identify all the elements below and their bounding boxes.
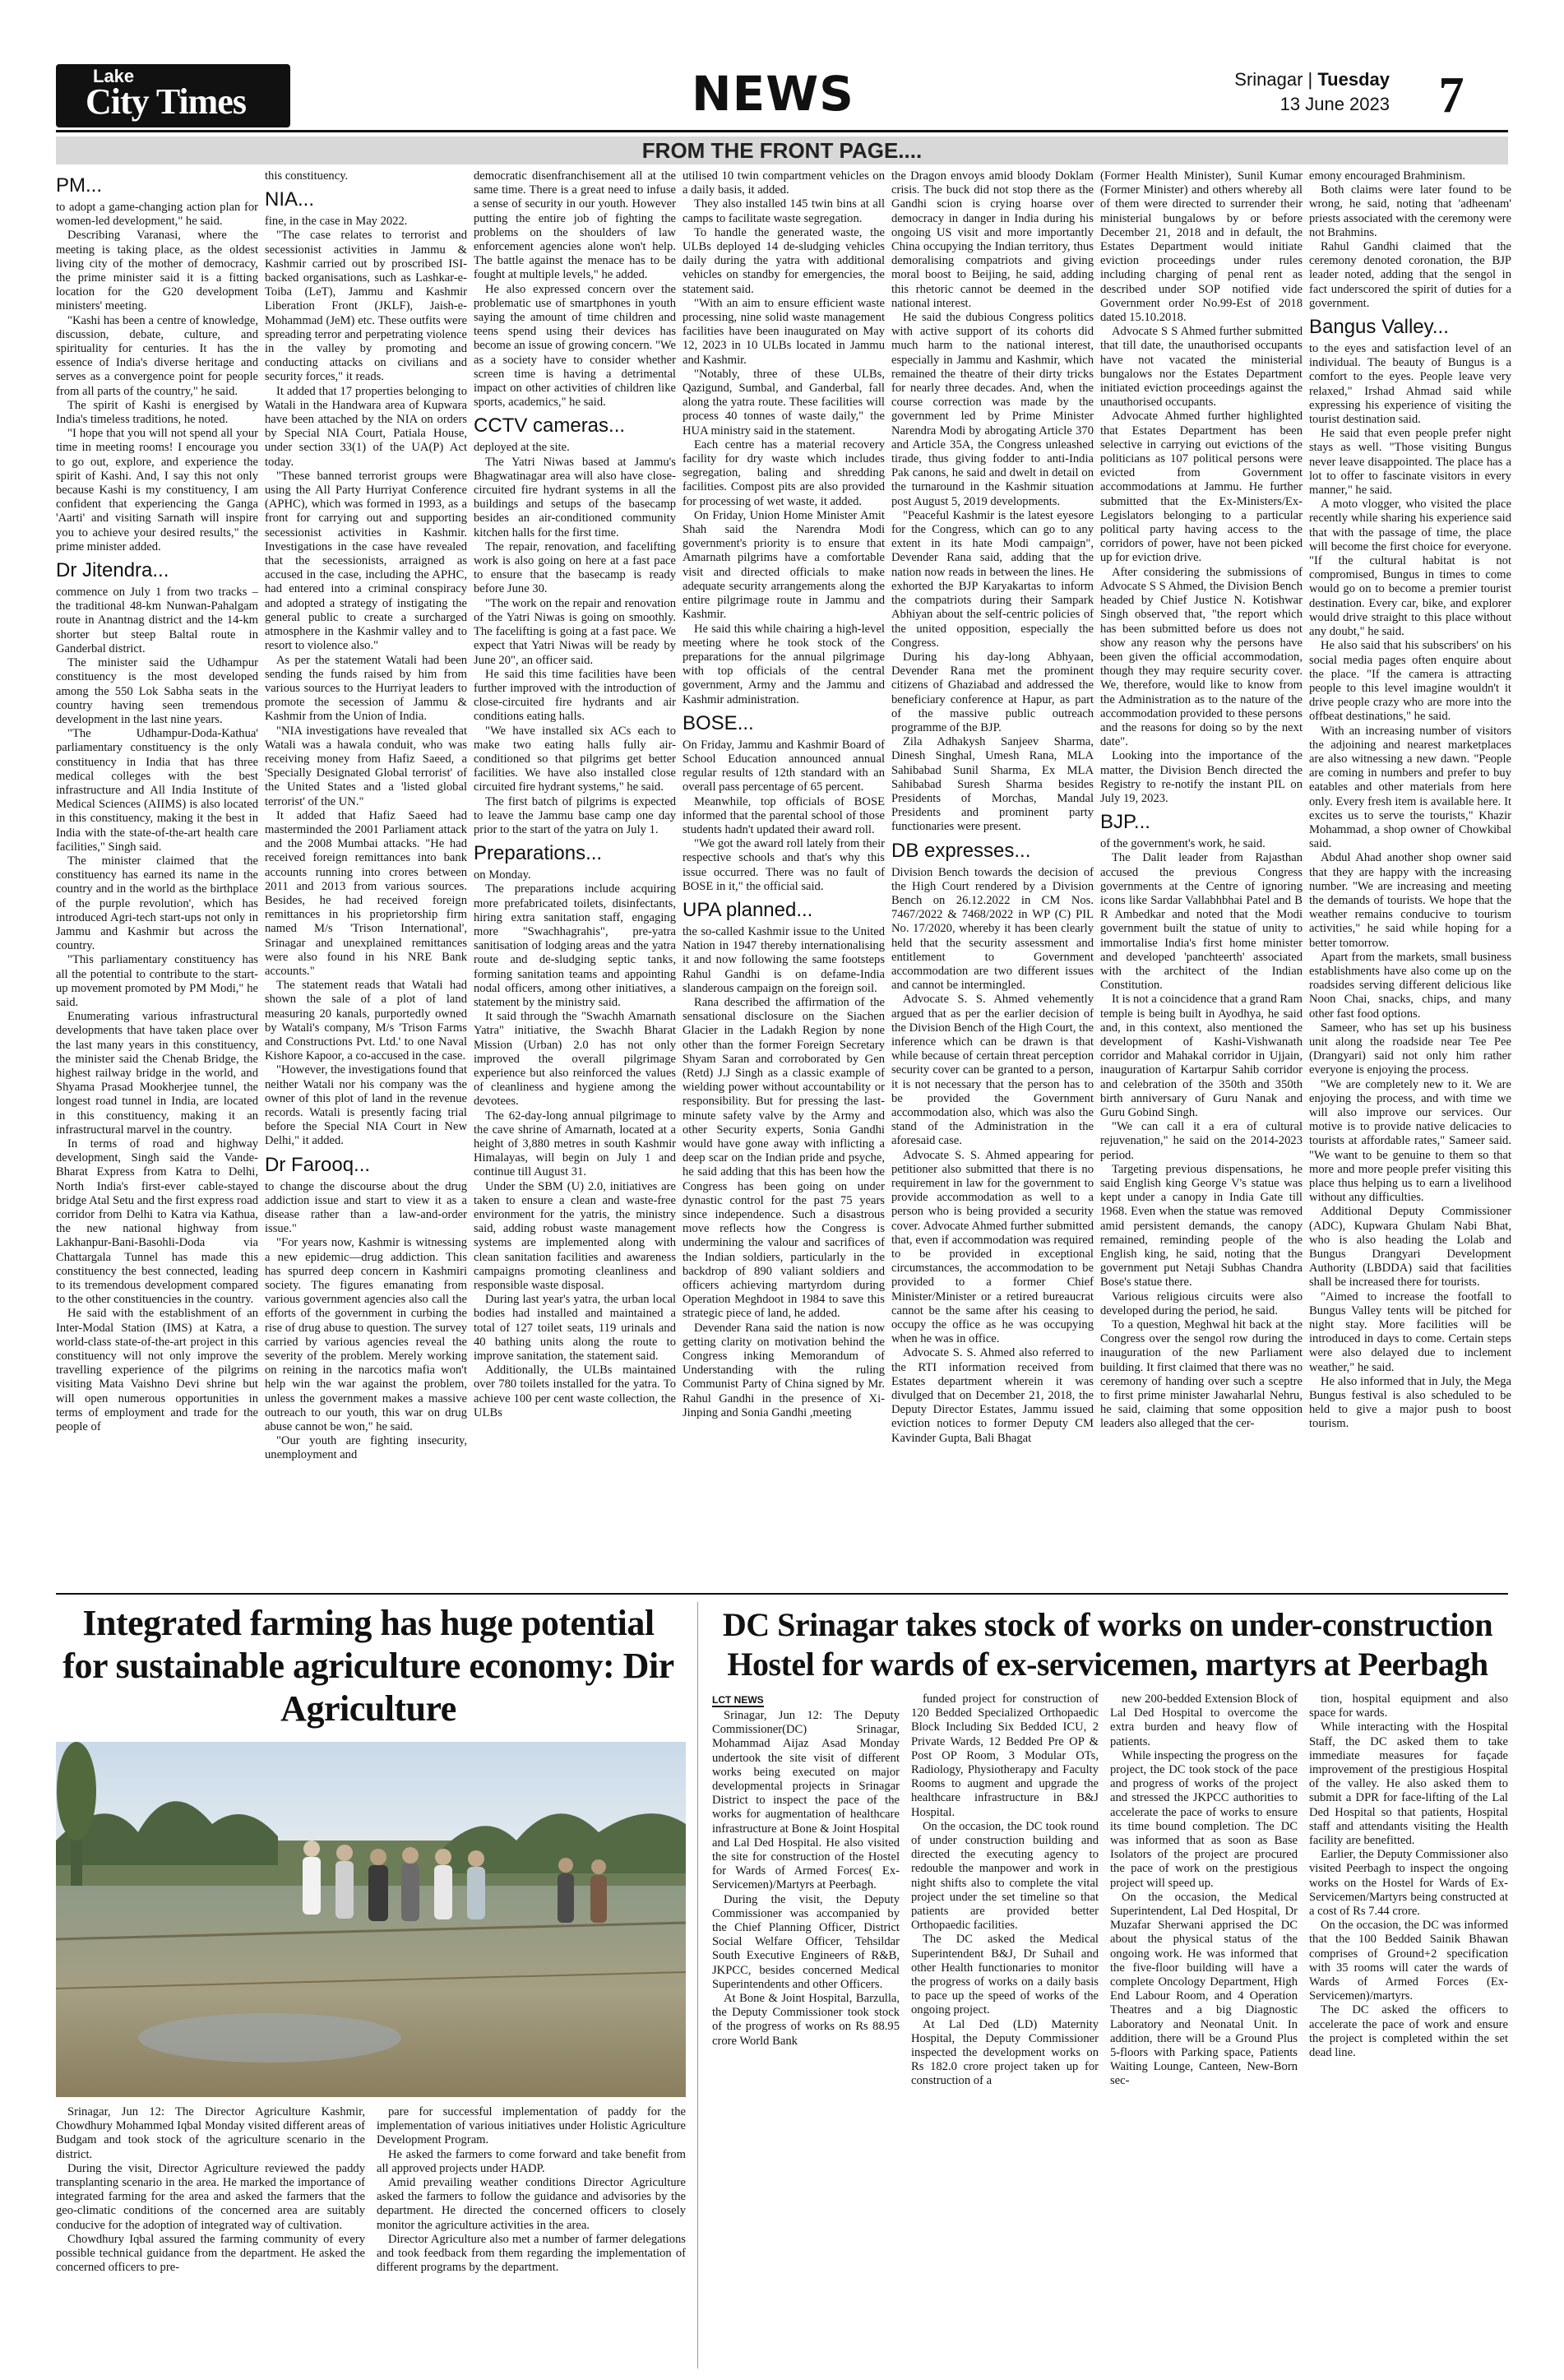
article-paragraph: utilised 10 twin compartment vehicles on a daily basis, it added. (683, 169, 885, 197)
article-heading: UPA planned... (683, 898, 813, 921)
article-paragraph: He said with the establishment of an Inter-Modal Station (IMS) at Katra, a world-class state-of-the-art project in this constituency will not only improve the travelling experience of the pilgrims visiting Mata Vaishno Devi shrine but will open numerous opportunities in terms of employment and trade for the people of (56, 1307, 258, 1434)
article-paragraph: On Friday, Jammu and Kashmir Board of School Education announced annual regular results of 12th standard with an overall pass percentage of 65 percent. (683, 738, 885, 794)
logo-main-text: City Times (86, 81, 246, 122)
lct-news-label: LCT NEWS (712, 1694, 764, 1706)
article-paragraph: The statement reads that Watali had shown the sale of a plot of land measuring 20 kanals, purportedly owned by Watali's company, M/s 'Trison Farms and Constructions Pvt. Ltd.' to one Naval Kishore Kapoor, a co-accused in the case. (265, 979, 467, 1063)
article-paragraph: Advocate S S Ahmed further submitted that till date, the unauthorised occupants have not vacated the ministerial bungalows nor the Estates Department initiated eviction proceedings against the unauthorised occupants. (1100, 325, 1303, 410)
bottom-column-divider (697, 1602, 698, 2368)
article-paragraph: "I hope that you will not spend all your time in meeting rooms! I encourage you to go out, explore, and experience the spirit of Kashi. And, I say this not only because Kashi is my constituency, I am confident that experiencing the Ganga 'Aarti' and visiting Sarnath will inspire you to achieve your desired results," the prime minister added. (56, 427, 258, 553)
article-heading: PM... (56, 174, 103, 197)
article-paragraph: Devender Rana said the nation is now getting clarity on motivation behind the Congress inking Memorandum of Understanding with the ruling Communist Party of China signed by Mr. Rahul Gandhi in the presence of Xi-Jinping and Sonia Gandhi ,meeting (683, 1321, 885, 1419)
story-paragraph: The DC asked the officers to accelerate the pace of work and ensure the project is completed within the set dead line. (1309, 2003, 1508, 2060)
article-paragraph: The first batch of pilgrims is expected to leave the Jammu base camp one day prior to the start of the yatra on July 1. (474, 794, 676, 836)
article-paragraph: The Dalit leader from Rajasthan accused the previous Congress governments at the Centre of ignoring icons like Sardar Vallabhbhai Patel and B R Ambedkar and noted that the Modi government built the statue of unity to immortalise India's first home minister and developed 'panchteerth' associated with the architect of the Indian Constitution. (1100, 851, 1303, 993)
article-paragraph: Advocate Ahmed further highlighted that Estates Department has been selective in carrying out evictions of the politicians as 107 political persons were evicted from Government accommodations at Jammu. He further submitted that the Ex-Ministers/Ex-Legislators belonging to a particular political party having access to the corridors of power, have not been picked up for eviction drive. (1100, 410, 1303, 565)
article-paragraph: Additional Deputy Commissioner (ADC), Kupwara Ghulam Nabi Bhat, who is also heading the Lolab and Bungus Drangyari Development Authority (LBDDA) said that facilities shall be increased there for tourists. (1309, 1205, 1511, 1290)
article-paragraph: During his day-long Abhyaan, Devender Rana met the prominent citizens of Ghaziabad and addressed the beneficiary conference at Hapur, as part of the massive public outreach programme of the BJP. (891, 650, 1094, 734)
article-paragraph: Looking into the importance of the matter, the Division Bench directed the Registry to re-notify the instant PIL on July 19, 2023. (1100, 749, 1303, 805)
story-paragraph: funded project for construction of 120 Bedded Specialized Orthopaedic Block Including Six Bedded ICU, 2 Private Wards, 12 Bedded Pre OP & Post OP Room, 3 Modular OTs, Radiology, Physiotherapy and Faculty Rooms to augment and upgrade the healthcare infrastructure in B&J Hospital. (911, 1692, 1099, 1819)
section-title: NEWS (692, 66, 854, 122)
article-paragraph: In terms of road and highway development, Singh said the Vande-Bharat Express from Katra to Delhi, North India's first-ever cable-stayed bridge Atal Setu and the first express road corridor from Delhi to Katra via Kathua, the new national highway from Lakhanpur-Bani-Basohli-Doda via Chattargala Tunnel has made this constituency the best connected, leading to its tremendous development compared to the other constituencies in the country. (56, 1137, 258, 1307)
article-paragraph: Advocate S. S. Ahmed also referred to the RTI information received from Estates department wherein it was divulged that on December 21, 2018, the Deputy Director Estates, Jammu issued eviction notices to former Deputy CM Kavinder Gupta, Bali Bhagat (891, 1346, 1094, 1445)
article-heading: DB expresses... (891, 839, 1031, 862)
story-paragraph: Earlier, the Deputy Commissioner also visited Peerbagh to inspect the ongoing works on the Hostel for Wards of Ex-Servicemen/Martyrs being constructed at a cost of Rs 7.44 crore. (1309, 1848, 1508, 1919)
left-story-column-2 (377, 2105, 686, 2368)
article-paragraph: The spirit of Kashi is energised by India's timeless traditions, he noted. (56, 398, 258, 427)
dateline-day: Tuesday (1317, 69, 1390, 90)
story-paragraph: On the occasion, the DC took round of under construction building and directed the executing agency to redouble the manpower and work in night shifts also to complete the vital project under the set timeline so that patients are provided better Orthopaedic facilities. (911, 1819, 1099, 1933)
article-column-5 (891, 169, 1094, 1588)
article-paragraph: Both claims were later found to be wrong, he said, noting that 'adheenam' priests associated with the ceremony were not Brahmins. (1309, 183, 1511, 239)
newspaper-logo (56, 64, 290, 127)
article-paragraph: "Peaceful Kashmir is the latest eyesore for the Congress, which can go to any extent in its hate Modi campaign", Devender Rana said, adding that the nation now reads in between the lines. He exhorted the BJP Karyakartas to inform the compatriots during their Sampark Abhiyan about the self-centric policies of the united opposition, especially the Congress. (891, 508, 1094, 650)
story-paragraph: Srinagar, Jun 12: The Deputy Commissioner(DC) Srinagar, Mohammad Aijaz Asad Monday undertook the site visit of different works being executed on major developmental projects in Srinagar District to inspect the pace of the works for augmentation of healthcare infrastructure at Bone & Joint Hospital and Lal Ded Hospital. He also visited the site for construction of the Hostel for Wards of Armed Forces( Ex-Servicemen)/Martyrs at Peerbagh. (712, 1709, 900, 1892)
article-paragraph: "The case relates to terrorist and secessionist activities in Jammu & Kashmir carried out by proscribed ISI-backed organisations, such as Lashkar-e-Toiba (LeT), Jammu and Kashmir Liberation Front (JKLF), Jaish-e-Mohammad (JeM) etc. These outfits were spreading terror and perpetrating violence in the valley by promoting and conducting attacks on civilians and security forces," it reads. (265, 229, 467, 384)
article-paragraph: Rahul Gandhi claimed that the ceremony denoted coronation, the BJP leader noted, adding that the sengol in fact underscored the spirit of duties for a government. (1309, 240, 1511, 310)
article-paragraph: this constituency. (265, 169, 349, 183)
article-paragraph: With an increasing number of visitors the adjoining and nearest marketplaces are also witnessing a new dawn. "People are coming in numbers and prefer to buy eatables and other materials from here only. Every fresh item is available here. It excites us to serve the tourists," Khazir Mohammad, a shop owner of Chowkibal said. (1309, 724, 1511, 851)
article-paragraph: Advocate S. S. Ahmed appearing for petitioner also submitted that there is no requirement in law for the government to provide accommodation as well to a person who is being provided a security cover. Advocate Ahmed further submitted that, even if accommodation was required to be provided in exceptional circumstances, the accommodation to be provided to a former Chief Minister/Minister or a retired bureaucrat cannot be the same after his ceasing to occupy the office as he was occupying when he was in office. (891, 1148, 1094, 1346)
article-paragraph: "Kashi has been a centre of knowledge, discussion, debate, culture, and spirituality for centuries. It has the essence of India's diverse heritage and serves as a convergence point for people from all parts of the country," he said. (56, 313, 258, 398)
article-paragraph: Enumerating various infrastructural developments that have taken place over the last many years in this constituency, the minister said the Chenab Bridge, the highest railway bridge in the world, and Shyama Prasad Mookherjee tunnel, the longest road tunnel in India, are located in this constituency, making it an infrastructural marvel in the country. (56, 1010, 258, 1137)
article-column-7 (1309, 169, 1511, 1588)
article-paragraph: Abdul Ahad another shop owner said that they are happy with the increasing number. "We are increasing and meeting the demands of tourists. We hope that the weather remains conducive to tourism activities," he said while hoping for a better tomorrow. (1309, 851, 1511, 950)
story-paragraph: On the occasion, the Medical Superintendent, Lal Ded Hospital, Dr Muzafar Sherwani apprised the DC about the physical status of the ongoing work. He was informed that the five-floor building will have a complete Oncology Department, High End Labour Room, and 4 Operation Theatres and a big Diagnostic Laboratory and Neonatal Unit. In addition, there will be a Ground Plus 5-floors with Parking space, Patients Waiting Lounge, Canteen, New-Born sec- (1110, 1890, 1298, 2088)
right-story-column-3 (1110, 1692, 1298, 2371)
article-paragraph: As per the statement Watali had been sending the funds raised by him from various sources to the Hurriyat leaders to promote the secession of Jammu & Kashmir from the Union of India. (265, 653, 467, 724)
article-paragraph: Various religious circuits were also developed during the period, he said. (1100, 1290, 1303, 1317)
article-paragraph: The Yatri Niwas based at Jammu's Bhagwatinagar area will also have close-circuited fire hydrant systems in all the buildings and setups of the basecamp besides an air-conditioned community kitchen halls for the first time. (474, 455, 676, 539)
story-paragraph: While inspecting the progress on the project, the DC took stock of the pace and progress of works of the project and stressed the JKPCC authorities to accelerate the pace of works to ensure its time bound completion. The DC was informed that as soon as Base Isolators of the project are procured the pace of work on the prestigious project will speed up. (1110, 1748, 1298, 1890)
article-paragraph: Meanwhile, top officials of BOSE informed that the parental school of those students hadn't updated their award roll. (683, 794, 885, 836)
article-paragraph: "We are completely new to it. We are enjoying the process, and with time we will also improve our services. Our motive is to provide native delicacies to tourists at affordable rates," Sameer said. "We want to be genuine to them so that more and more people prefer visiting this place thus helping us to earn a livelihood without any difficulties. (1309, 1077, 1511, 1205)
story-paragraph: new 200-bedded Extension Block of Lal Ded Hospital to overcome the extra burden and heavy flow of patients. (1110, 1692, 1298, 1748)
article-paragraph: The 62-day-long annual pilgrimage to the cave shrine of Amarnath, located at a height of 3,880 metres in south Kashmir Himalayas, will begin on July 1 and continue till August 31. (474, 1109, 676, 1179)
story-paragraph: During the visit, Director Agriculture reviewed the paddy transplanting scenario in the area. He marked the importance of integrated farming for the area and asked the farmers that the geo-climatic conditions of the concerned area are suitably conducive for the adoption of integrated way of cultivation. (56, 2161, 365, 2232)
article-paragraph: Under the SBM (U) 2.0, initiatives are taken to ensure a clean and waste-free environment for the yatris, the ministry said, adding robust waste management systems are implemented along with clean sanitation facilities and awareness campaigns promoting cleanliness and responsible waste disposal. (474, 1179, 676, 1293)
right-story-column-1 (712, 1709, 900, 2371)
article-paragraph: To handle the generated waste, the ULBs deployed 14 de-sludging vehicles daily during the yatra with additional vehicles on standby for emergencies, the statement said. (683, 225, 885, 296)
story-paragraph: Srinagar, Jun 12: The Director Agriculture Kashmir, Chowdhury Mohammed Iqbal Monday visited different areas of Budgam and took stock of the agriculture scenario in the district. (56, 2105, 365, 2161)
left-story-headline: Integrated farming has huge potential for sustainable agriculture economy: Dir Agriculture (62, 1603, 674, 1729)
article-paragraph: He said this while chairing a high-level meeting where he took stock of the preparations for the annual pilgrimage with top officials of the central government, Army and the Jammu and Kashmir administration. (683, 622, 885, 706)
article-paragraph: "Aimed to increase the footfall to Bungus Valley tents will be pitched for night stay. More facilities will be introduced in days to come. Certain steps were also delayed due to inclement weather," he said. (1309, 1290, 1511, 1374)
story-paragraph: At Lal Ded (LD) Maternity Hospital, the Deputy Commissioner inspected the development works on Rs 182.0 crore project taken up for construction of a (911, 2017, 1099, 2088)
article-paragraph: "This parliamentary constituency has all the potential to contribute to the start-up movement promoted by PM Modi," he said. (56, 953, 258, 1009)
article-paragraph: Describing Varanasi, where the meeting is taking place, as the oldest living city of the mother of democracy, the prime minister said it is a fitting location for the G20 development ministers' meeting. (56, 229, 258, 313)
story-paragraph: The DC asked the Medical Superintendent B&J, Dr Suhail and other Health functionaries to monitor the progress of works on a daily basis to pace up the speed of works of the ongoing project. (911, 1933, 1099, 2017)
article-column-2 (265, 169, 467, 1588)
article-paragraph: fine, in the case in May 2022. (265, 215, 408, 229)
story-paragraph: tion, hospital equipment and also space for wards. (1309, 1692, 1508, 1720)
article-paragraph: to adopt a game-changing action plan for women-led development," he said. (56, 201, 258, 229)
article-heading: Dr Jitendra... (56, 559, 169, 582)
article-paragraph: of the government's work, he said. (1100, 837, 1266, 851)
article-paragraph: The repair, renovation, and facelifting work is also going on here at a fast pace to ensure that the basecamp is ready before June 30. (474, 539, 676, 596)
front-page-banner: FROM THE FRONT PAGE.... (56, 137, 1508, 164)
article-paragraph: "With an aim to ensure efficient waste processing, nine solid waste management facilities have been inaugurated on May 12, 2023 in 10 ULBs located in Jammu and Kashmir. (683, 296, 885, 367)
article-paragraph: to change the discourse about the drug addiction issue and start to view it as a disease rather than a law-and-order issue." (265, 1179, 467, 1236)
article-paragraph: During last year's yatra, the urban local bodies had installed and maintained a total of 127 toilet seats, 119 urinals and 40 bathing units along the route to improve sanitation, the statement said. (474, 1293, 676, 1364)
article-heading: Preparations... (474, 842, 603, 865)
page-number: 7 (1438, 67, 1465, 123)
dateline-city: Srinagar | (1234, 69, 1313, 90)
article-paragraph: "NIA investigations have revealed that Watali was a hawala conduit, who was receiving money from Hafiz Saeed, a 'Specially Designated Global terrorist' of the United States and a 'listed global terrorist' of the UN." (265, 724, 467, 808)
lct-news-tag (712, 1692, 764, 1711)
article-paragraph: It is not a coincidence that a grand Ram temple is being built in Ayodhya, he said and, in this context, also mentioned the development of Kashi-Vishwanath corridor and Mahakal corridor in Ujjain, inauguration of Kartarpur Sahib corridor and celebration of the 350th and 350th birth anniversary of Guru Nanak and Guru Gobind Singh. (1100, 993, 1303, 1119)
article-paragraph: He also said that his subscribers' on his social media pages often enquire about the place. "If the camera is attracting people to this level imagine wouldn't it drive people crazy who are more into the offbeat destinations," he said. (1309, 639, 1511, 724)
article-paragraph: "Our youth are fighting insecurity, unemployment and (265, 1434, 467, 1462)
article-paragraph: "We got the award roll lately from their respective schools and that's why this issue occurred. There was no fault of BOSE in it," the official said. (683, 837, 885, 893)
article-paragraph: He said the dubious Congress politics with active support of its cohorts did much harm to the national interest, especially in Jammu and Kashmir, which remained the theatre of their dirty tricks for nearly three decades. And, when the course correction was made by the government led by Prime Minister Narendra Modi by abrogating Article 370 and Article 35A, the Congress unleashed tirade, thus giving fodder to anti-India Pak canons, he said and dwelt in detail on the turnaround in the Kashmir situation post August 5, 2019 developments. (891, 311, 1094, 508)
article-paragraph: He also expressed concern over the problematic use of smartphones in youth saying the amount of time children and teens spend using their devices has become an issue of growing concern. "We as a society have to consider whether screen time is having a detrimental impact on other activities of children like sports, academics," he said. (474, 282, 676, 410)
article-paragraph: He said this time facilities have been further improved with the introduction of close-circuited fire hydrants and air conditions eating halls. (474, 667, 676, 724)
article-column-4 (683, 169, 885, 1588)
story-paragraph: During the visit, the Deputy Commissioner was accompanied by the Chief Planning Officer, District Social Welfare Officer, Tehsildar South Executive Engineers of R&B, JKPCC, besides concerned Medical Superintendents and other Officers. (712, 1892, 900, 1991)
farm-field-photo-illustration (56, 1742, 686, 2097)
article-paragraph: "These banned terrorist groups were using the All Party Hurriyat Conference (APHC), which was formed in 1993, as a front for carrying out and supporting secessionist activities in Kashmir. Investigations in the case have revealed that the secessionists, arraigned as accused in the case, including the APHC, had entered into a criminal conspiracy and adopted a strategy of instigating the general public to create a surcharged atmosphere in the Kashmir valley and to resort to violence also." (265, 469, 467, 653)
article-paragraph: "For years now, Kashmir is witnessing a new epidemic—drug addiction. This has spurred deep concern in Kashmiri society. The figures emanating from various government agencies also call the efforts of the government in curbing the rise of drug abuse to question. The survey carried by various agencies reveal the severity of the problem. Merely working on reining in the narcotics mafia won't help win the war against the problem, unless the government makes a massive outreach to our youth, this war on drug abuse cannot be won," he said. (265, 1236, 467, 1434)
article-paragraph: "The work on the repair and renovation of the Yatri Niwas is going on smoothly. The facelifting is going at a fast pace. We expect that Yatri Niwas will be ready by June 20", an officer said. (474, 596, 676, 667)
article-paragraph: Additionally, the ULBs maintained over 780 toilets installed for the yatra. To achieve 100 per cent waste collection, the ULBs (474, 1364, 676, 1419)
article-paragraph: The minister said the Udhampur constituency is the most developed among the 550 Lok Sabha seats in the country having seen tremendous development in the last nine years. (56, 656, 258, 726)
article-paragraph: To a question, Meghwal hit back at the Congress over the sengol row during the inauguration of the new Parliament building. It first claimed that there was no ceremony of handing over such a sceptre to first prime minister Jawaharlal Nehru, he said, claiming that some opposition leaders also alleged that the cer- (1100, 1318, 1303, 1431)
article-paragraph: commence on July 1 from two tracks – the traditional 48-km Nunwan-Pahalgam route in Anantnag district and the 14-km shorter but steep Baltal route in Ganderbal district. (56, 586, 258, 655)
right-story-headline: DC Srinagar takes stock of works on under-construction Hostel for wards of ex-servicemen, martyrs at Peerbagh (722, 1606, 1493, 1683)
article-paragraph: Advocate S. S. Ahmed vehemently argued that as per the earlier decision of the Division Bench of the High Court, the inference which can be drawn is that while because of certain threat perception security cover can be granted to a person, it is not necessary that the person has to be provided the Government accommodation also, which was also the stand of the Administration in the aforesaid case. (891, 993, 1094, 1148)
masthead-rule (56, 130, 1508, 132)
article-column-3 (474, 169, 676, 1588)
article-paragraph: The minister claimed that the constituency has earned its name in the country and in the world as the birthplace of the purple revolution', which has introduced Agri-tech start-ups not only in Jammu and Kashmir but across the country. (56, 854, 258, 953)
article-paragraph: (Former Health Minister), Sunil Kumar (Former Minister) and others whereby all of them were directed to surrender their ministerial bungalows by or before December 21, 2018 and in default, the Estates Department would initiate eviction proceedings under rules including charging of penal rent as described under SOP notified vide Government order No.99-Est of 2018 dated 15.10.2018. (1100, 169, 1303, 325)
article-heading: Bangus Valley... (1309, 316, 1449, 339)
article-paragraph: Targeting previous dispensations, he said English king George V's statue was kept under a canopy in India Gate till 1968. Even when the statue was removed amid persistent demands, the canopy remained, reminding people of the English king, he said, noting that the government put Netaji Subhas Chandra Bose's statue there. (1100, 1162, 1303, 1290)
left-story-column-1 (56, 2105, 365, 2368)
logo-small-text: Lake (93, 66, 135, 86)
article-paragraph: to the eyes and satisfaction level of an individual. The beauty of Bungus is a comfort to the eyes. People leave very relaxed," Irshad Ahmad said while expressing his experience of visiting the tourist destination said. (1309, 342, 1511, 427)
article-heading: BJP... (1100, 811, 1150, 834)
article-column-6 (1100, 169, 1303, 1588)
article-paragraph: They also installed 145 twin bins at all camps to facilitate waste segregation. (683, 197, 885, 225)
article-paragraph: Sameer, who has set up his business unit along the roadside near Tee Pee (Drangyari) said not only him rather everyone is enjoying the process. (1309, 1021, 1511, 1077)
article-paragraph: A moto vlogger, who visited the place recently while sharing his experience said that with the passage of time, the place will become the first choice for everyone. "If the cultural habitat is not compromised, Bungus in times to come would go on to become a premier tourist destination. Every car, bike, and explorer would drive straight to this place without any doubt," he said. (1309, 498, 1511, 639)
article-paragraph: Division Bench towards the decision of the High Court rendered by a Division Bench on 26.12.2022 in CM Nos. 7467/2022 & 7468/2022 in WP (C) PIL No. 17/2020, whereby it has been clearly held that the security assessment and entitlement to Government accommodation are two different issues and cannot be intermingled. (891, 865, 1094, 993)
article-paragraph: It said through the "Swachh Amarnath Yatra" initiative, the Swachh Bharat Mission (Urban) 2.0 has not only improved the overall pilgrimage experience but also reinforced the values of cleanliness and hygiene among the devotees. (474, 1010, 676, 1109)
right-story-column-4 (1309, 1692, 1508, 2371)
story-paragraph: Chowdhury Iqbal assured the farming community of every possible technical guidance from the department. He asked the concerned officers to pre- (56, 2232, 365, 2275)
bottom-section-rule (56, 1593, 1508, 1595)
article-paragraph: emony encouraged Brahminism. (1309, 169, 1466, 183)
article-column-1 (56, 169, 258, 1588)
article-paragraph: "However, the investigations found that neither Watali nor his company was the owner of this plot of land in the revenue records. Watali is presently facing trial before the Special NIA Court in New Delhi," it added. (265, 1063, 467, 1148)
dateline-date: 13 June 2023 (1279, 94, 1390, 114)
article-paragraph: After considering the submissions of Advocate S S Ahmed, the Division Bench headed by Chief Justice N. Kotishwar Singh observed that, "the report which has been submitted before us does not show any reason why the persons have been given the official accommodation, though they may require security cover. We, therefore, would like to know from the Administration as to the nature of the accommodation provided to these persons and the reasons for doing so by the next date". (1100, 565, 1303, 749)
article-paragraph: "We have installed six ACs each to make two eating halls fully air-conditioned so that pilgrims get better facilities. We have also installed close circuited fire hydrant systems," he said. (474, 724, 676, 794)
article-paragraph: It added that 17 properties belonging to Watali in the Handwara area of Kupwara have been attached by the NIA on orders by Special NIA Court, Patiala House, under section 33(1) of the UA(P) Act today. (265, 384, 467, 469)
article-paragraph: He said that even people prefer night stays as well. "Those visiting Bungus never leave disappointed. The place has a lot to offer to fascinate visitors in every manner," he said. (1309, 427, 1511, 498)
article-paragraph: The preparations include acquiring more prefabricated toilets, disinfectants, hiring extra sanitation staff, engaging more "Swachhagrahis", pre-yatra sanitisation of lodging areas and the yatra route and de-sludging septic tanks, forming sanitation teams and appointing nodal officers, among other initiatives, a statement by the ministry said. (474, 882, 676, 1009)
article-paragraph: the so-called Kashmir issue to the United Nation in 1947 thereby internationalising it and now following the same footsteps Rahul Gandhi is on defame-India slanderous campaign on the foreign soil. (683, 924, 885, 995)
article-paragraph: on Monday. (474, 868, 531, 882)
article-paragraph: the Dragon envoys amid bloody Doklam crisis. The buck did not stop there as the Gandhi scion is crying hoarse over democracy in danger in India during his ongoing US visit and more importantly China occupying the Indian territory, thus demoralising compatriots and giving moral boost to Beijing, he said, adding this rhetoric cannot be deemed in the national interest. (891, 169, 1094, 310)
article-paragraph: Zila Adhakysh Sanjeev Sharma, Dinesh Singhal, Umesh Rana, MLA Sahibabad Sunil Sharma, Ex MLA Sahibabad Suresh Sharma besides Presidents of Morchas, Mandal Presidents and prominent party functionaries were present. (891, 735, 1094, 834)
story-paragraph: On the occasion, the DC was informed that the 100 Bedded Sainik Bhawan comprises of Ground+2 specification with 35 rooms will cater the wards of Wards of Armed Forces (Ex-Servicemen)/martyrs. (1309, 1919, 1508, 2003)
article-paragraph: He also informed that in July, the Mega Bungus festival is also scheduled to be held to give a major push to boost tourism. (1309, 1374, 1511, 1431)
story-paragraph: While interacting with the Hospital Staff, the DC asked them to take immediate measures for façade improvement of the prestigious Hospital of the valley. He also asked them to submit a DPR for face-lifting of the Lal Ded Hospital so that patients, Hospital staff and attendants visiting the Health facility are benefitted. (1309, 1720, 1508, 1848)
article-heading: NIA... (265, 188, 315, 211)
article-heading: CCTV cameras... (474, 414, 626, 438)
article-paragraph: "The Udhampur-Doda-Kathua' parliamentary constituency is the only constituency in India that has three medical colleges with the best infrastructure and All India Institute of Medical Sciences (AIIMS) is also located in this constituency, making it the best in India with the state-of-the-art health care facilities," Singh said. (56, 727, 258, 854)
story-paragraph: Director Agriculture also met a number of farmer delegations and took feedback from them regarding the implementation of different programs by the department. (377, 2232, 686, 2275)
dateline (1184, 67, 1390, 117)
farm-field-photo (56, 1742, 686, 2097)
right-story-column-2 (911, 1692, 1099, 2371)
article-paragraph: Rana described the affirmation of the sensational disclosure on the Siachen Glacier in the Ladakh Region by none other than the former Foreign Secretary Shyam Saran and corroborated by Gen (Retd) J.J Singh as a classic example of wielding power without accountability or responsibility. But for pressing the last-minute safety valve by the Army and other Security experts, Sonia Gandhi would have gone away with inflicting a deep scar on the Indian pride and psyche, he said adding that this has been how the Congress has been going on under dynastic control for the past 75 years since independence. Such a disastrous move reflects how the Congress is undermining the valour and sacrifices of the Indian soldiers, particularly in the backdrop of 890 valiant soldiers and officers achieving martyrdom during Operation Meghdoot in 1984 to save this strategic piece of land, he added. (683, 995, 885, 1321)
story-paragraph: Amid prevailing weather conditions Director Agriculture asked the farmers to follow the guidance and advisories by the department. He directed the concerned officers to closely monitor the agriculture activities in the area. (377, 2176, 686, 2232)
story-paragraph: pare for successful implementation of paddy for the implementation of various initiatives under Holistic Agriculture Development Program. (377, 2105, 686, 2147)
article-paragraph: Each centre has a material recovery facility for dry waste which includes segregation, baling and shredding facilities. Compost pits are also provided for processing of wet waste, it added. (683, 438, 885, 508)
story-paragraph: At Bone & Joint Hospital, Barzulla, the Deputy Commissioner took stock of the progress of works on Rs 88.95 crore World Bank (712, 1992, 900, 2048)
article-paragraph: "Notably, three of these ULBs, Qazigund, Sumbal, and Ganderbal, fall along the yatra route. These facilities will process 40 tonnes of waste daily," the HUA ministry said in the statement. (683, 367, 885, 438)
article-paragraph: On Friday, Union Home Minister Amit Shah said the Narendra Modi government's priority is to ensure that Amarnath pilgrims have a comfortable visit and directed officials to make adequate security arrangements along the entire pilgrimage route in Jammu and Kashmir. (683, 508, 885, 622)
article-paragraph: "We can call it a era of cultural rejuvenation," he said on the 2014-2023 period. (1100, 1120, 1303, 1162)
article-paragraph: It added that Hafiz Saeed had masterminded the 2001 Parliament attack and the 2008 Mumbai attacks. "He had received foreign remittances into bank accounts running into crores between 2011 and 2013 from various sources. Besides, he had received foreign remittances in his proprietorship firm named M/s 'Trison International', Srinagar and unexplained remittances were also found in his NRE Bank accounts." (265, 808, 467, 978)
article-paragraph: deployed at the site. (474, 441, 570, 455)
article-heading: Dr Farooq... (265, 1153, 371, 1176)
article-heading: BOSE... (683, 711, 754, 734)
story-paragraph: He asked the farmers to come forward and take benefit from all approved projects under HADP. (377, 2147, 686, 2175)
article-paragraph: Apart from the markets, small business establishments have also come up on the roadsides serving different delicious like Noon Chai, snacks, chips, and many other fast food options. (1309, 950, 1511, 1021)
article-paragraph: democratic disenfranchisement all at the same time. There is a great need to infuse a sense of security in our youth. However putting the entire job of fighting the problems on the shoulders of law enforcement agencies alone won't help. The battle against the menace has to be fought at multiple levels," he added. (474, 169, 676, 282)
